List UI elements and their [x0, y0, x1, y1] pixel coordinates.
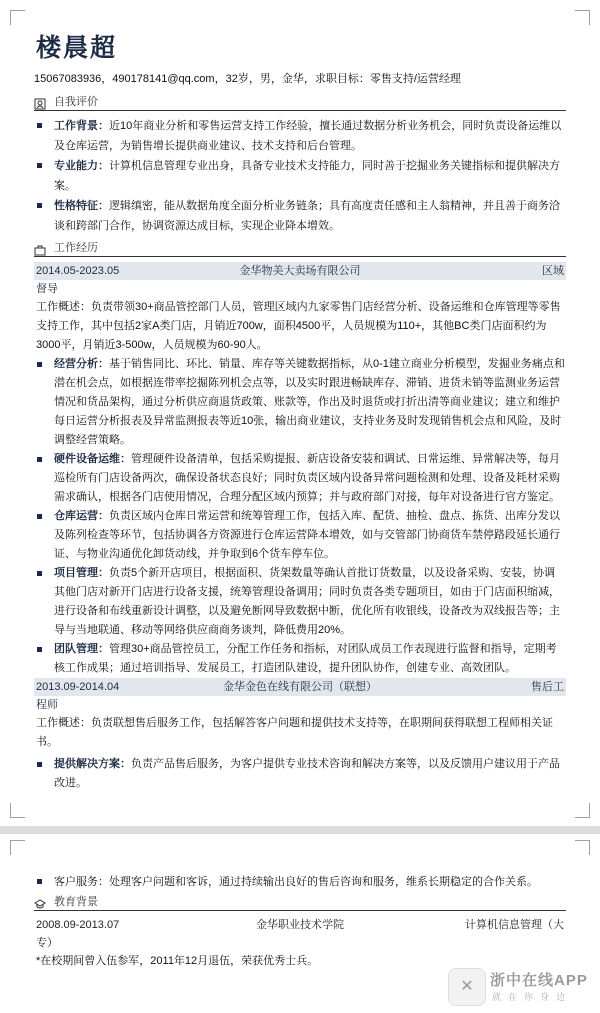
item-text: 计算机信息管理专业出身，具备专业技术支持能力，同时善于挖掘业务关键指标和提供解决方案。 — [54, 160, 560, 192]
item-key: 经营分析： — [54, 358, 109, 370]
job-item — [34, 640, 566, 678]
overview-label: 工作概述： — [36, 301, 91, 313]
job-title: 售后工 — [531, 681, 564, 693]
app-logo-icon: ✕ — [448, 968, 486, 1006]
bullet-icon — [37, 123, 42, 128]
item-key: 性格特征： — [54, 200, 109, 212]
item-text: 基于销售同比、环比、销量、库存等关键数据指标，从0-1建立商业分析模型，发掘业务痛点和潜在机会点，如根据连带率挖掘陈列机会点等，以及实时跟进畅缺库存、滞销、进货未销等监测业务运营情况和货品架构，通过分析供应商退货政策、账款等，作出及时退货或打折出清等商业建议；建立和维护每日运营分析报表及异常监测报表等近10张，输出商业建议，支持业务及时发现销售机会点和风险，及时调整经营策略。 — [54, 358, 565, 446]
bullet-icon — [37, 879, 42, 884]
job-item — [34, 355, 566, 450]
page-corner-mark — [10, 10, 25, 25]
job-item — [34, 872, 566, 892]
item-key: 仓库运营： — [54, 510, 109, 522]
self-eval-item — [34, 196, 566, 236]
candidate-name: 楼晨超 — [36, 34, 118, 62]
bullet-icon — [37, 762, 42, 767]
item-text: 处理客户问题和客诉，通过持续输出良好的售后咨询和服务，维系长期稳定的合作关系。 — [109, 876, 538, 888]
person-icon — [34, 98, 46, 110]
self-eval-item — [34, 116, 566, 156]
job-overview — [34, 298, 566, 355]
page-corner-mark — [575, 803, 590, 818]
contact-line: 15067083936，490178141@qq.com，32岁，男，金华，求职目标：零售支持/运营经理 — [34, 73, 461, 85]
bullet-icon — [37, 571, 42, 576]
app-watermark — [448, 966, 594, 1006]
item-key: 团队管理： — [54, 643, 109, 655]
education-major: 计算机信息管理（大 — [465, 919, 564, 931]
job-title-continued: 督导 — [36, 283, 58, 295]
item-key: 工作背景： — [54, 120, 109, 132]
section-header-education — [34, 894, 566, 911]
page-corner-mark — [575, 840, 590, 855]
item-key: 硬件设备运维： — [54, 453, 131, 465]
job-header — [34, 678, 566, 696]
self-eval-item — [34, 156, 566, 196]
item-text: 近10年商业分析和零售运营支持工作经验，擅长通过数据分析业务机会，同时负责设备运维以及仓库运营，为销售增长提供商业建议、技术支持和后台管理。 — [54, 120, 562, 152]
section-header-work — [34, 240, 566, 257]
bullet-icon — [37, 163, 42, 168]
job-item — [34, 507, 566, 564]
page-separator — [0, 826, 600, 834]
watermark-subtitle: 就在你身边 — [492, 992, 573, 1002]
job-company: 金华金色在线有限公司（联想） — [223, 681, 377, 693]
bullet-icon — [37, 362, 42, 367]
item-key: 提供解决方案： — [54, 758, 131, 770]
bullet-icon — [37, 514, 42, 519]
education-major-continued: 专） — [36, 937, 58, 949]
item-text: 管理30+商品管控员工，分配工作任务和指标，对团队成员工作表现进行监督和指导，定期考核工作成果；通过培训指导、发展员工，打造团队建设，提升团队协作，创建专业、高效团队。 — [54, 643, 557, 674]
section-header-self-eval — [34, 94, 566, 111]
item-text: 逻辑缜密，能从数据角度全面分析业务链条；具有高度责任感和主人翁精神，并且善于商务洽谈和跨部门合作，协调资源达成目标，实现企业降本增效。 — [54, 200, 560, 232]
job-company: 金华物美大卖场有限公司 — [239, 265, 361, 277]
job-overview — [34, 714, 566, 752]
briefcase-icon — [34, 244, 46, 256]
education-period: 2008.09-2013.07 — [36, 919, 120, 931]
page-corner-mark — [575, 10, 590, 25]
job-period: 2013.09-2014.04 — [36, 681, 120, 693]
page-corner-mark — [10, 803, 25, 818]
overview-text: 负责联想售后服务工作，包括解答客户问题和提供技术支持等，在职期间获得联想工程师相关证书。 — [36, 717, 553, 748]
overview-text: 负责带领30+商品管控部门人员，管理区域内九家零售门店经营分析、设备运维和仓库管理等零售支持工作，其中包括2家A类门店，月销近700w，面积4500平，人员规模为110+，其他BC类门店面积约为3000平，月销近3-500w，人员规模为60-90人。 — [36, 301, 561, 351]
page-corner-mark — [10, 840, 25, 855]
item-text: 负责产品售后服务，为客户提供专业技术咨询和解决方案等，以及反馈用户建议用于产品改进。 — [54, 758, 560, 789]
watermark-title: 浙中在线APP — [490, 972, 588, 989]
job-header — [34, 262, 566, 280]
item-key: 专业能力： — [54, 160, 109, 172]
job-period: 2014.05-2023.05 — [36, 265, 120, 277]
education-school: 金华职业技术学院 — [256, 919, 344, 931]
job-item — [34, 564, 566, 640]
job-title-continued: 程师 — [36, 699, 58, 711]
bullet-icon — [37, 647, 42, 652]
resume-page-1 — [34, 28, 566, 793]
bullet-icon — [37, 457, 42, 462]
job-title: 区域 — [542, 265, 564, 277]
item-text: 负责5个新开店项目，根据面积、货架数量等确认首批订货数量，以及设备采购、安装，协调其他门店对新开门店进行设备支援，统筹管理设备调用；同时负责各类专题项目，如由于门店面积缩减，进行设备和布线重新设计调整，以及避免断网导致数据中断，优化所有收银线，设备改为双线报告等；主导与当地联通、移动等网络供应商商务谈判，降低费用20%。 — [54, 567, 560, 636]
item-key: 项目管理： — [54, 567, 109, 579]
section-title: 工作经历 — [54, 242, 98, 254]
section-title: 教育背景 — [54, 896, 98, 908]
item-text: 负责区域内仓库日常运营和统筹管理工作，包括入库、配货、抽检、盘点、拣货、出库分发以及陈列检查等环节，包括协调各方资源进行仓库运营降本增效，如与交管部门协商货车禁停路段延长通行证、与物业沟通优化卸货动线，并争取到6个货车停车位。 — [54, 510, 560, 560]
job-item — [34, 450, 566, 507]
overview-label: 工作概述： — [36, 717, 91, 729]
education-row — [34, 916, 566, 934]
bullet-icon — [37, 203, 42, 208]
item-text: 管理硬件设备清单，包括采购提报、新店设备安装和调试、日常运维、异常解决等，每月巡检所有门店设备两次，确保设备状态良好；同时负责区域内设备异常问题检测和处理、设备及耗材采购需求确认，根据各门店使用情况，合理分配区域内预算；并与政府部门对接，每年对设备进行官方鉴定。 — [54, 453, 560, 503]
resume-page-2 — [34, 872, 566, 970]
graduation-cap-icon — [34, 898, 46, 910]
job-item — [34, 755, 566, 793]
item-key: 客户服务： — [54, 876, 109, 888]
section-title: 自我评价 — [54, 96, 98, 108]
education-note: *在校期间曾入伍参军，2011年12月退伍，荣获优秀士兵。 — [36, 955, 319, 967]
